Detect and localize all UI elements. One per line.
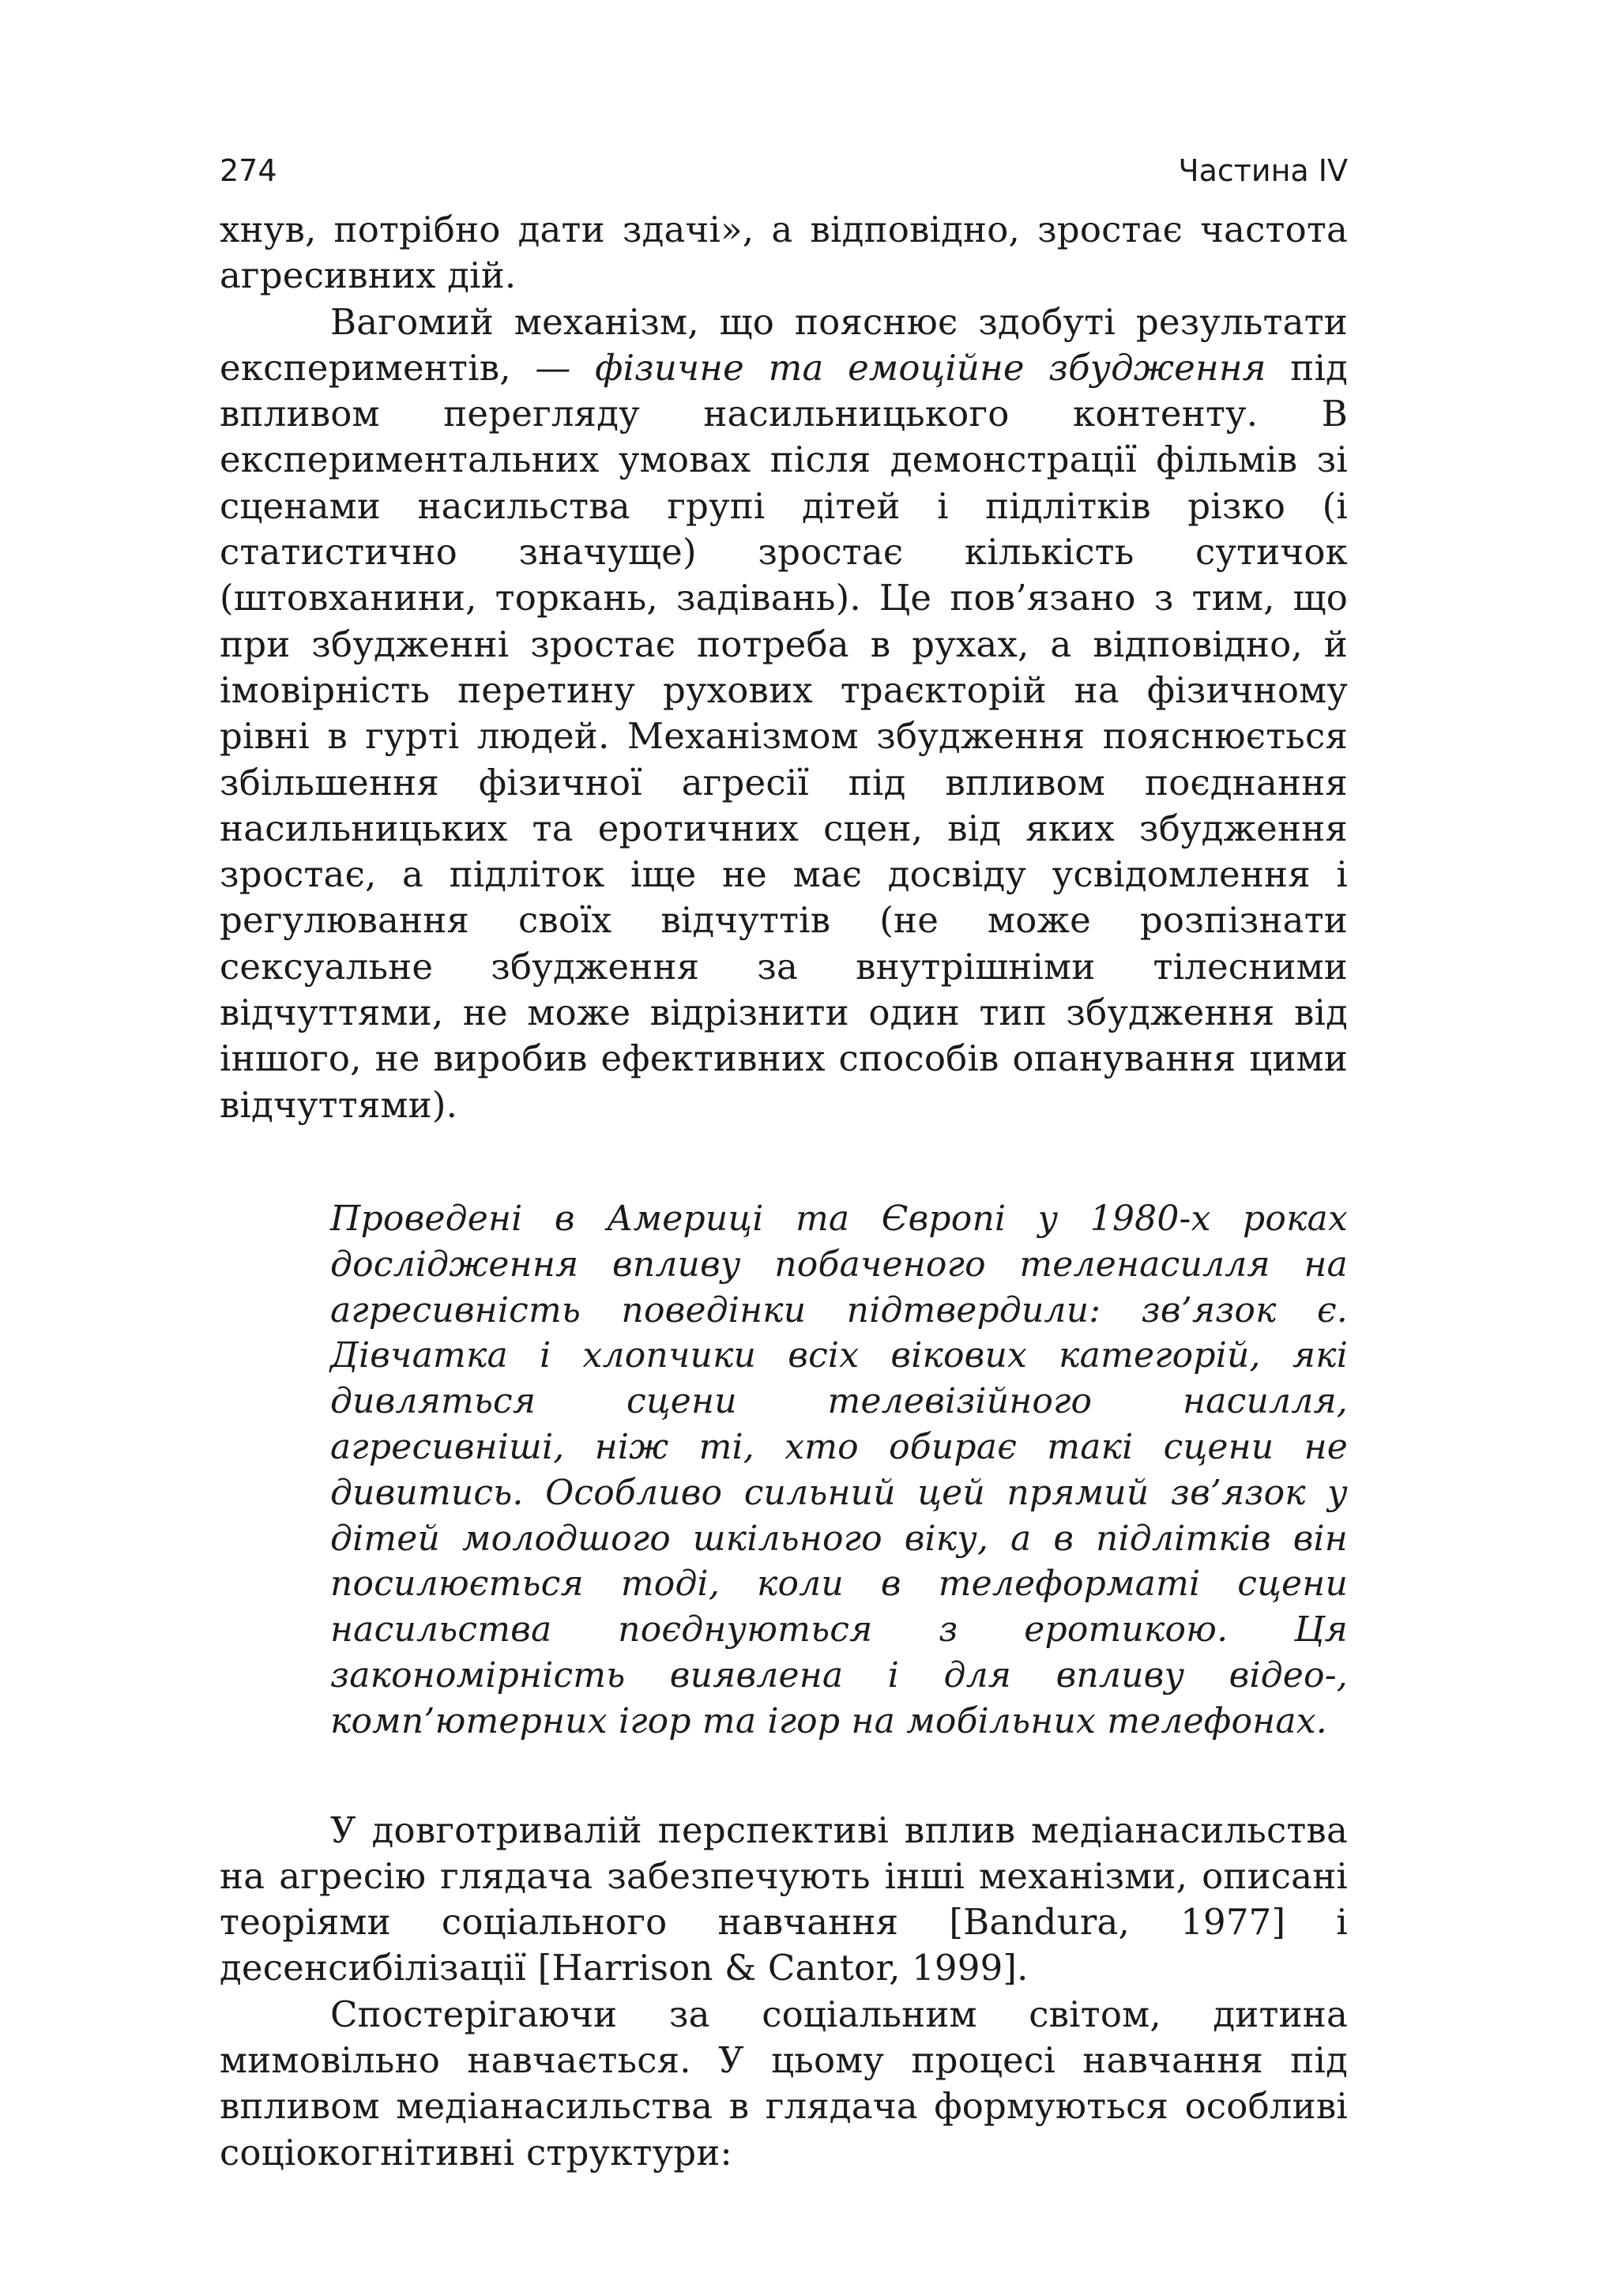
inset-quote: Проведені в Америці та Європі у 1980-х роках дослідження впливу побаченого теленасилля на агресивність поведінки підтвердили: зв’язок є. Дівчатка і хлопчики всіх вікових категорій, які дивляться сцени телевізійного насилля, агресивніші, ніж ті, хто обирає такі сцени не дивитись. Особливо сильний цей прямий зв’язок у дітей молодшого шкільного віку, а в підлітків він посилюється тоді, коли в телеформаті сцени насильства поєднуються з еротикою. Ця закономірність виявлена і для впливу відео-, комп’ютерних ігор та ігор на мобільних телефонах. (330, 1198, 1348, 1741)
paragraph-arousal-mechanism (220, 299, 1348, 1128)
paragraph-long-term: У довготривалій перспективі вплив медіанасильства на агресію глядача забезпечують інші механізми, описані теоріями соціального навчання [Bandura, 1977] і десенсибілізації [Harrison & Cantor, 1999]. (220, 1809, 1348, 1989)
paragraph-arousal-intro: Вагомий механізм, що пояснює здобуті результати експериментів, — (220, 300, 1348, 389)
page-header (220, 147, 1348, 194)
paragraph-arousal-body: під впливом перегляду насильницького контенту. В експериментальних умовах після демонстрації фільмів зі сценами насильства групі дітей і підлітків різко (і статистично значуще) зростає кількість сутичок (штовханини, торкань, задівань). Це пов’язано з тим, що при збудженні зростає потреба в рухах, а відповідно, й імовірність перетину рухових траєкторій на фізичному рівні в гурті людей. Механізмом збудження пояснюється збільшення фізичної агресії під впливом поєднання насильницьких та еротичних сцен, від яких збудження зростає, а підліток іще не має досвіду усвідомлення і регулювання своїх відчуттів (не може розпізнати сексуальне збудження за внутрішніми тілесними відчуттями, не може відрізнити один тип збудження від іншого, не виробив ефективних способів опанування цими відчуттями). (220, 346, 1348, 1126)
page-number: 274 (220, 153, 277, 188)
paragraph-social-learning: Спостерігаючи за соціальним світом, дитина мимовільно навчається. У цьому процесі навчання під впливом медіанасильства в глядача формуються особливі соціокогнітивні структури: (220, 1993, 1348, 2174)
running-head: Частина IV (1178, 153, 1348, 188)
emphasis-arousal: фізичне та емоційне збудження (595, 346, 1266, 389)
main-text (220, 207, 1348, 2176)
paragraph-continued: хнув, потрібно дати здачі», а відповідно, зростає частота агресивних дій. (220, 209, 1348, 297)
